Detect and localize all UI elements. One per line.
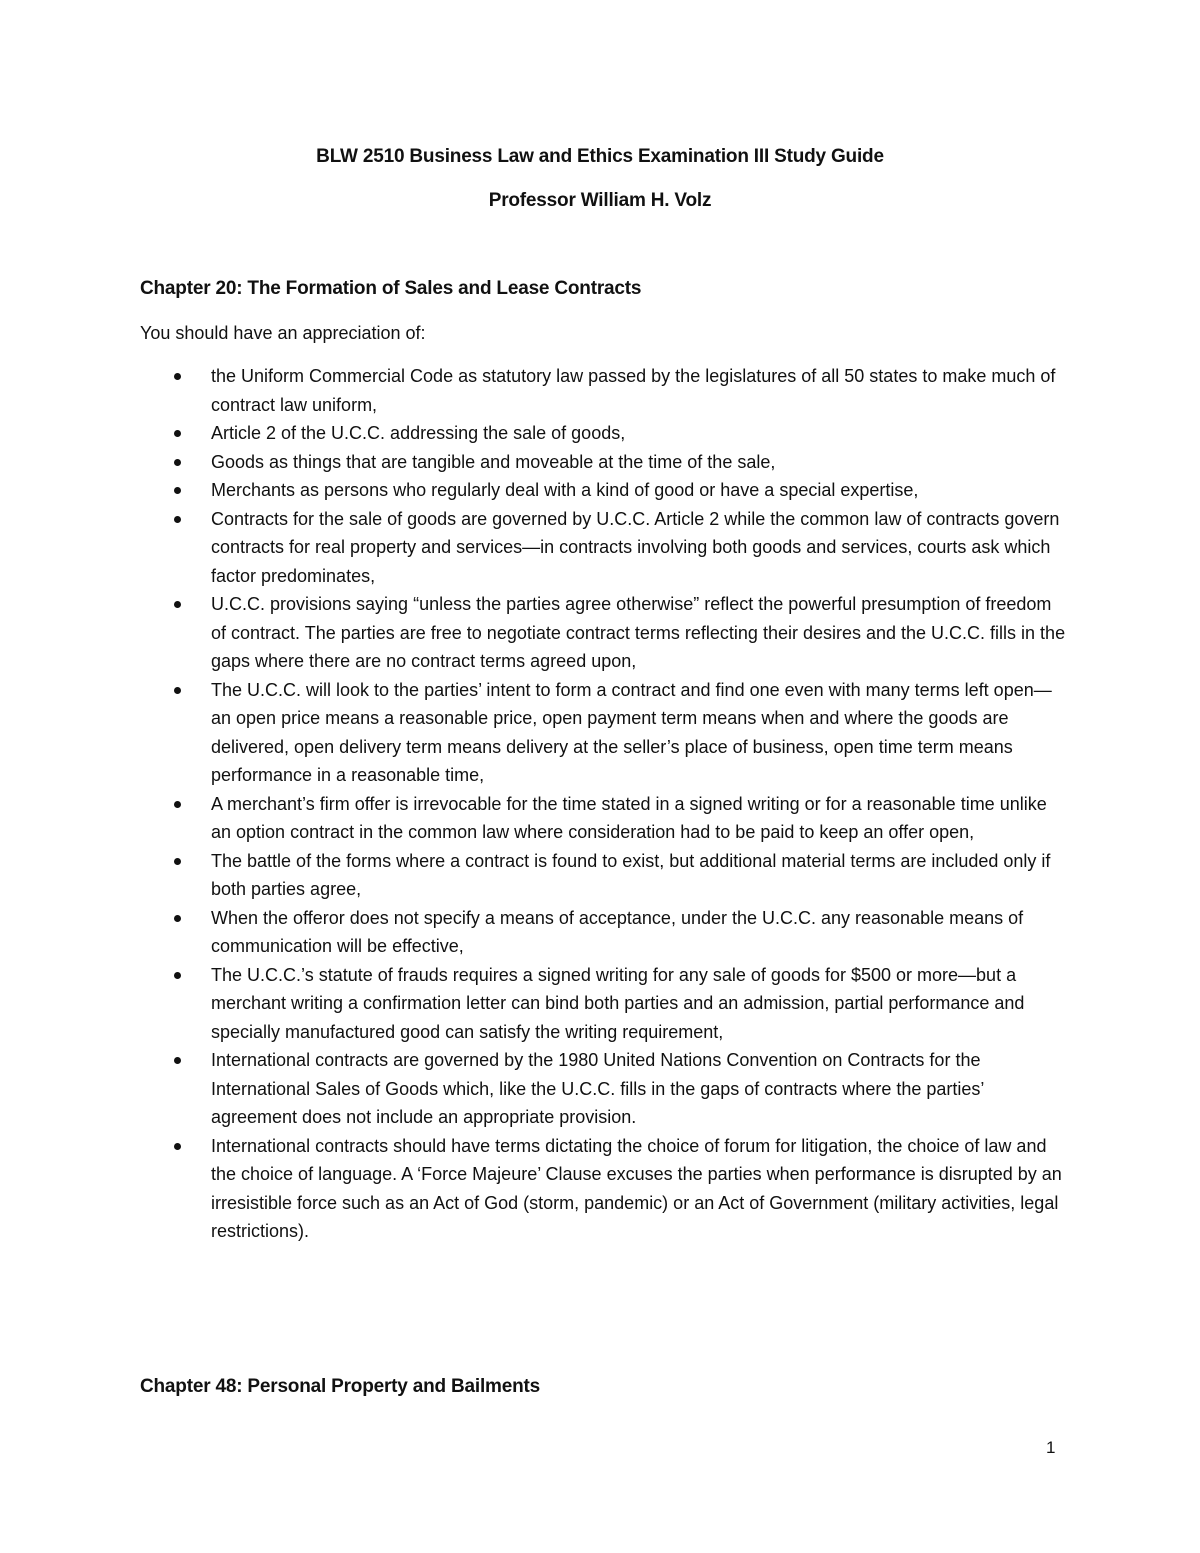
list-item (211, 1132, 1071, 1246)
list-item (211, 448, 1071, 477)
bullet-icon (174, 516, 181, 523)
list-item-text: Goods as things that are tangible and moveable at the time of the sale, (211, 451, 776, 472)
list-item-text: When the offeror does not specify a means of acceptance, under the U.C.C. any reasonable means of communication will be effective, (211, 907, 1024, 956)
list-item (211, 419, 1071, 448)
bullet-icon (174, 601, 181, 608)
list-item (211, 590, 1071, 676)
chapter-20-intro: You should have an appreciation of: (140, 323, 426, 343)
list-item (211, 1046, 1071, 1132)
chapter-48-heading: Chapter 48: Personal Property and Bailments (140, 1376, 541, 1397)
list-item-text: The battle of the forms where a contract is found to exist, but additional material terms are included only if both parties agree, (211, 850, 1051, 899)
list-item (211, 904, 1071, 961)
bullet-icon (174, 430, 181, 437)
chapter-20-bullet-list (0, 362, 1200, 1246)
list-item-text: International contracts should have terms dictating the choice of forum for litigation, the choice of law and the choice of language. A ‘Force Majeure’ Clause excuses the parties when performance is disrupted by an irresistible force such as an Act of God (storm, pandemic) or an Act of Government (military activities, legal restrictions). (211, 1135, 1062, 1241)
list-item-text: Article 2 of the U.C.C. addressing the sale of goods, (211, 423, 626, 443)
list-item-text: The U.C.C.’s statute of frauds requires a signed writing for any sale of goods for $500 or more—but a merchant writing a confirmation letter can bind both parties and an admission, partial performance and specially manufactured good can satisfy the writing requirement, (211, 964, 1025, 1042)
bullet-icon (174, 459, 181, 466)
bullet-icon (174, 487, 181, 494)
list-item-text: The U.C.C. will look to the parties’ intent to form a contract and find one even with many terms left open—an open price means a reasonable price, open payment term means when and where the goods are delivered, open delivery term means delivery at the seller’s place of business, open time term means performance in a reasonable time, (211, 679, 1052, 785)
chapter-20-heading: Chapter 20: The Formation of Sales and Lease Contracts (140, 278, 642, 299)
list-item-text: Merchants as persons who regularly deal with a kind of good or have a special expertise, (211, 480, 919, 500)
document-author: Professor William H. Volz (488, 190, 712, 211)
bullet-icon (174, 801, 181, 808)
list-item-text: Contracts for the sale of goods are governed by U.C.C. Article 2 while the common law of contracts govern contracts for real property and services—in contracts involving both goods and services, courts ask which factor predominates, (211, 508, 1060, 586)
bullet-icon (174, 915, 181, 922)
bullet-icon (174, 858, 181, 865)
list-item (211, 847, 1071, 904)
list-item (211, 476, 1071, 505)
page-number: 1 (1046, 1438, 1056, 1457)
bullet-icon (174, 1143, 181, 1150)
list-item-text: International contracts are governed by the 1980 United Nations Convention on Contracts for the International Sales of Goods which, like the U.C.C. fills in the gaps of contracts where the parties’ agreement does not include an appropriate provision. (211, 1050, 984, 1127)
list-item (211, 961, 1071, 1047)
bullet-icon (174, 373, 181, 380)
bullet-icon (174, 972, 181, 979)
list-item (211, 676, 1071, 790)
list-item (211, 790, 1071, 847)
bullet-icon (174, 1057, 181, 1064)
document-title: BLW 2510 Business Law and Ethics Examination III Study Guide (316, 146, 884, 167)
list-item-text: the Uniform Commercial Code as statutory law passed by the legislatures of all 50 states to make much of contract law uniform, (211, 366, 1056, 415)
bullet-icon (174, 687, 181, 694)
list-item-text: U.C.C. provisions saying “unless the parties agree otherwise” reflect the powerful presumption of freedom of contract. The parties are free to negotiate contract terms reflecting their desires and the U.C.C. fills in the gaps where there are no contract terms agreed upon, (211, 594, 1066, 671)
list-item (211, 362, 1071, 419)
list-item-text: A merchant’s firm offer is irrevocable for the time stated in a signed writing or for a reasonable time unlike an option contract in the common law where consideration had to be paid to keep an offer open, (211, 793, 1047, 842)
list-item (211, 505, 1071, 591)
